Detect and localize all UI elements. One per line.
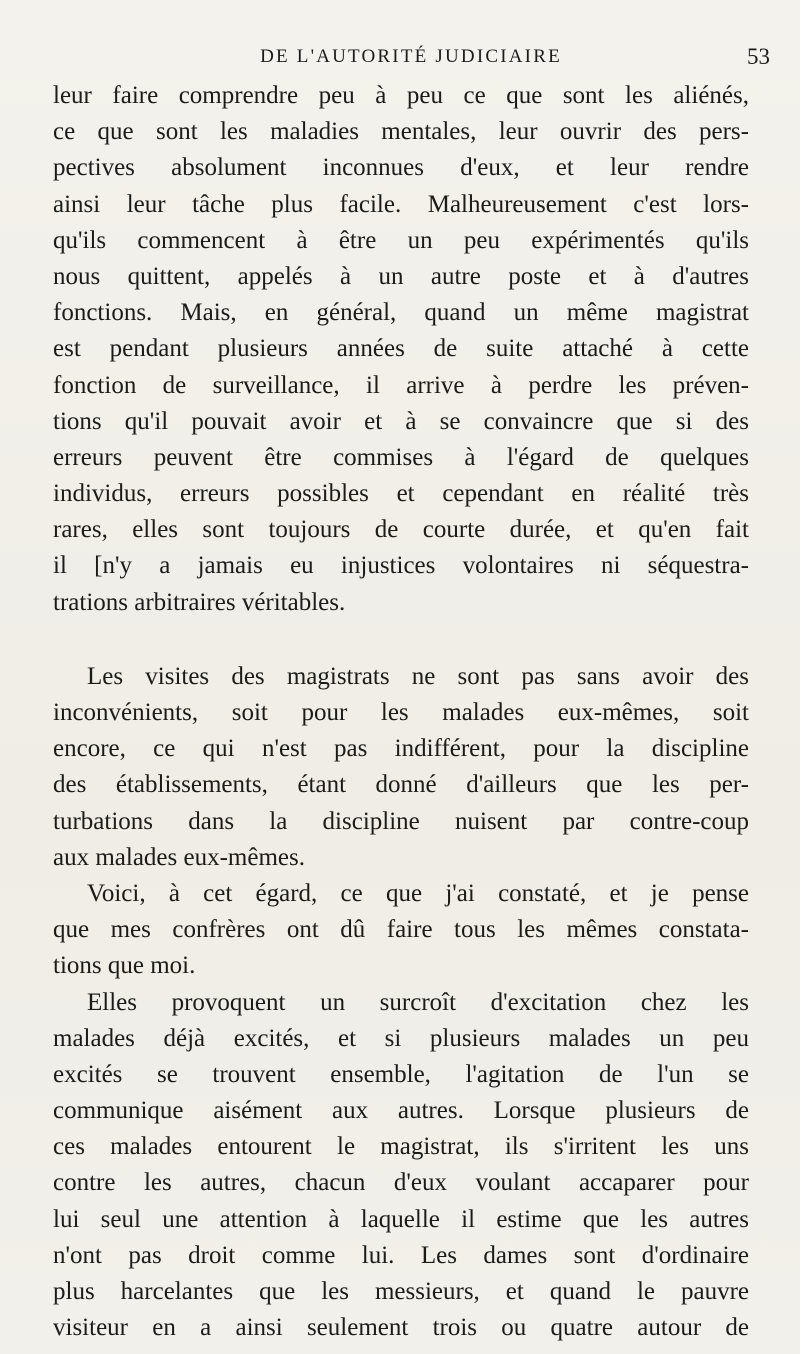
paragraph	[53, 876, 749, 985]
text-line: lui seul une attention à laquelle il estime que les autres	[53, 1205, 749, 1233]
text-line: encore, ce qui n'est pas indifférent, pour la discipline	[53, 735, 749, 763]
running-title: DE L'AUTORITÉ JUDICIAIRE	[260, 46, 562, 67]
text-line: ce que sont les maladies mentales, leur ouvrir des pers-	[53, 118, 749, 146]
text-line: des établissements, étant donné d'ailleurs que les per-	[53, 771, 749, 799]
text-line: turbations dans la discipline nuisent par contre-coup	[53, 807, 749, 835]
text-line: trations arbitraires véritables.	[53, 588, 346, 616]
text-line: que mes confrères ont dû faire tous les mêmes constata-	[53, 916, 749, 944]
text-line: ainsi leur tâche plus facile. Malheureusement c'est lors-	[53, 190, 749, 218]
paragraph-gap	[53, 621, 749, 659]
paragraph	[53, 78, 749, 621]
text-line: pectives absolument inconnues d'eux, et leur rendre	[53, 154, 749, 182]
text-line: Les visites des magistrats ne sont pas sans avoir des	[87, 662, 749, 690]
text-line: leur faire comprendre peu à peu ce que sont les aliénés,	[53, 82, 749, 109]
text-line: il [n'y a jamais eu injustices volontaires ni séquestra-	[53, 552, 749, 580]
paragraph	[53, 659, 749, 876]
paragraph	[53, 985, 749, 1347]
text-line: tions que moi.	[53, 952, 196, 980]
text-line: erreurs peuvent être commises à l'égard de quelques	[53, 443, 749, 471]
text-line: fonctions. Mais, en général, quand un même magistrat	[53, 299, 749, 327]
text-line: contre les autres, chacun d'eux voulant accaparer pour	[53, 1169, 749, 1197]
text-line: visiteur en a ainsi seulement trois ou quatre autour de	[53, 1314, 749, 1342]
text-line: individus, erreurs possibles et cependant en réalité très	[53, 480, 749, 508]
text-line: excités se trouvent ensemble, l'agitation de l'un se	[53, 1060, 749, 1088]
page-number: 53	[747, 44, 770, 69]
body-text	[53, 78, 749, 1346]
text-line: fonction de surveillance, il arrive à perdre les préven-	[53, 371, 749, 399]
text-line: ces malades entourent le magistrat, ils s'irritent les uns	[53, 1133, 749, 1161]
text-line: est pendant plusieurs années de suite attaché à cette	[53, 335, 749, 363]
text-line: qu'ils commencent à être un peu expérimentés qu'ils	[53, 226, 749, 254]
text-line: Voici, à cet égard, ce que j'ai constaté, et je pense	[87, 879, 749, 907]
text-line: inconvénients, soit pour les malades eux-mêmes, soit	[53, 699, 749, 726]
text-line: tions qu'il pouvait avoir et à se convaincre que si des	[53, 407, 749, 435]
text-line: plus harcelantes que les messieurs, et quand le pauvre	[53, 1278, 749, 1305]
text-line: Elles provoquent un surcroît d'excitation chez les	[87, 988, 749, 1016]
text-line: nous quittent, appelés à un autre poste et à d'autres	[53, 262, 749, 290]
text-line: n'ont pas droit comme lui. Les dames sont d'ordinaire	[53, 1241, 749, 1269]
running-head	[52, 44, 770, 74]
text-line: rares, elles sont toujours de courte durée, et qu'en fait	[53, 516, 749, 544]
text-line: malades déjà excités, et si plusieurs malades un peu	[53, 1024, 749, 1052]
text-line: communique aisément aux autres. Lorsque plusieurs de	[53, 1097, 749, 1125]
text-line: aux malades eux-mêmes.	[53, 843, 305, 871]
